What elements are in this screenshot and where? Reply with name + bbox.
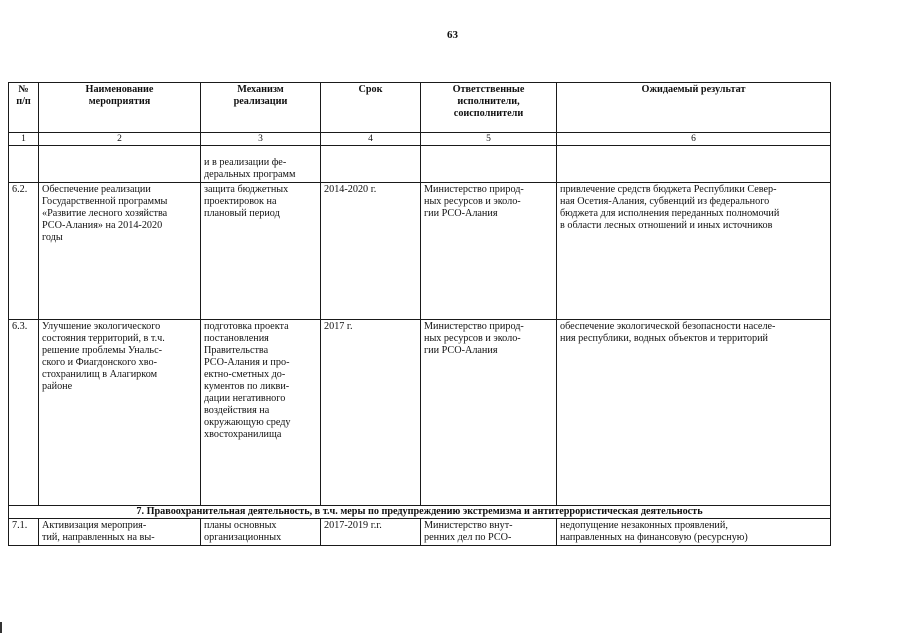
text-line: окружающую среду <box>204 417 291 428</box>
text-line: ных ресурсов и эколо- <box>424 196 521 207</box>
text-line: Министерство природ- <box>424 184 524 195</box>
text-line: воздействия на <box>204 405 270 416</box>
row-term: 2017 г. <box>321 320 421 506</box>
column-number: 2 <box>39 133 201 146</box>
text-line: РСО-Алания и про- <box>204 357 290 368</box>
row-num: 6.3. <box>9 320 39 506</box>
row-executors <box>421 320 557 506</box>
column-number-row <box>9 133 831 146</box>
text-line: Срок <box>358 84 383 95</box>
text-line: соисполнители <box>453 108 524 119</box>
text-line: реализации <box>233 96 288 107</box>
text-line: организационных <box>204 532 282 543</box>
row-result <box>557 320 831 506</box>
text-line: подготовка проекта <box>204 321 289 332</box>
row-name <box>39 183 201 320</box>
row-mechanism <box>201 146 321 183</box>
table-row-7-1 <box>9 519 831 546</box>
text-line: планы основных <box>204 520 277 531</box>
header-mechanism <box>201 83 321 133</box>
column-number: 1 <box>9 133 39 146</box>
text-line: РСО-Алания» на 2014-2020 <box>42 220 163 231</box>
section-row-7 <box>9 506 831 519</box>
text-line: исполнители, <box>457 96 520 107</box>
row-mechanism <box>201 183 321 320</box>
text-line: кументов по ликви- <box>204 381 290 392</box>
text-line: Обеспечение реализации <box>42 184 151 195</box>
row-executors <box>421 183 557 320</box>
text-line: Активизация мероприя- <box>42 520 147 531</box>
activities-table <box>8 82 831 546</box>
text-line: ского и Фиагдонского хво- <box>42 357 157 368</box>
text-line: ектно-сметных до- <box>204 369 286 380</box>
text-line: стохранилищ в Алагирком <box>42 369 158 380</box>
column-number: 3 <box>201 133 321 146</box>
text-line: деральных программ <box>204 169 296 180</box>
text-line: бюджета для исполнения переданных полномочий <box>560 208 780 219</box>
text-line: п/п <box>16 96 31 107</box>
column-number: 5 <box>421 133 557 146</box>
text-line: и в реализации фе- <box>204 157 287 168</box>
text-line: районе <box>42 381 73 392</box>
row-result <box>557 146 831 183</box>
text-line: ных ресурсов и эколо- <box>424 333 521 344</box>
text-line: Министерство природ- <box>424 321 524 332</box>
text-line: мероприятия <box>88 96 151 107</box>
text-line: решение проблемы Унальс- <box>42 345 162 356</box>
table-row-6-2 <box>9 183 831 320</box>
table-row-6-3 <box>9 320 831 506</box>
column-number: 6 <box>557 133 831 146</box>
row-term <box>321 146 421 183</box>
text-line: ренних дел по РСО- <box>424 532 512 543</box>
header-name <box>39 83 201 133</box>
row-name <box>39 146 201 183</box>
text-line: проектировок на <box>204 196 277 207</box>
header-term <box>321 83 421 133</box>
text-line: № <box>18 84 29 95</box>
section-title: 7. Правоохранительная деятельность, в т.ч. меры по предупреждению экстремизма и антитеррористическая деятельность <box>9 506 831 519</box>
header-executors <box>421 83 557 133</box>
row-name <box>39 320 201 506</box>
row-num: 6.2. <box>9 183 39 320</box>
text-line: Наименование <box>85 84 154 95</box>
row-term: 2014-2020 г. <box>321 183 421 320</box>
text-line: постановления <box>204 333 269 344</box>
text-line: «Развитие лесного хозяйства <box>42 208 168 219</box>
text-line: недопущение незаконных проявлений, <box>560 520 728 531</box>
text-line: Государственной программы <box>42 196 168 207</box>
text-line: направленных на финансовую (ресурсную) <box>560 532 748 543</box>
text-line: Правительства <box>204 345 269 356</box>
text-line: гии РСО-Алания <box>424 208 498 219</box>
column-number: 4 <box>321 133 421 146</box>
text-line: дации негативного <box>204 393 286 404</box>
scan-edge-mark <box>0 622 2 633</box>
text-line: Ожидаемый результат <box>641 84 746 95</box>
page-number: 63 <box>447 29 458 41</box>
row-executors <box>421 519 557 546</box>
text-line: обеспечение экологической безопасности населе- <box>560 321 776 332</box>
row-result <box>557 183 831 320</box>
text-line: в области лесных отношений и иных источников <box>560 220 773 231</box>
text-line: тий, направленных на вы- <box>42 532 155 543</box>
text-line: состояния территорий, в т.ч. <box>42 333 165 344</box>
text-line: Улучшение экологического <box>42 321 161 332</box>
text-line: Министерство внут- <box>424 520 513 531</box>
row-num <box>9 146 39 183</box>
row-num: 7.1. <box>9 519 39 546</box>
text-line: ния республики, водных объектов и территорий <box>560 333 768 344</box>
row-name <box>39 519 201 546</box>
text-line: Механизм <box>237 84 284 95</box>
table-row-continuation <box>9 146 831 183</box>
row-result <box>557 519 831 546</box>
text-line: годы <box>42 232 63 243</box>
row-term: 2017-2019 г.г. <box>321 519 421 546</box>
row-mechanism <box>201 519 321 546</box>
text-line: привлечение средств бюджета Республики Север- <box>560 184 777 195</box>
text-line: хвостохранилища <box>204 429 282 440</box>
text-line: Ответственные <box>452 84 525 95</box>
text-line: ная Осетия-Алания, субвенций из федерального <box>560 196 770 207</box>
row-executors <box>421 146 557 183</box>
text-line: гии РСО-Алания <box>424 345 498 356</box>
text-line: защита бюджетных <box>204 184 289 195</box>
header-result <box>557 83 831 133</box>
row-mechanism <box>201 320 321 506</box>
header-row <box>9 83 831 133</box>
text-line: плановый период <box>204 208 280 219</box>
header-num <box>9 83 39 133</box>
